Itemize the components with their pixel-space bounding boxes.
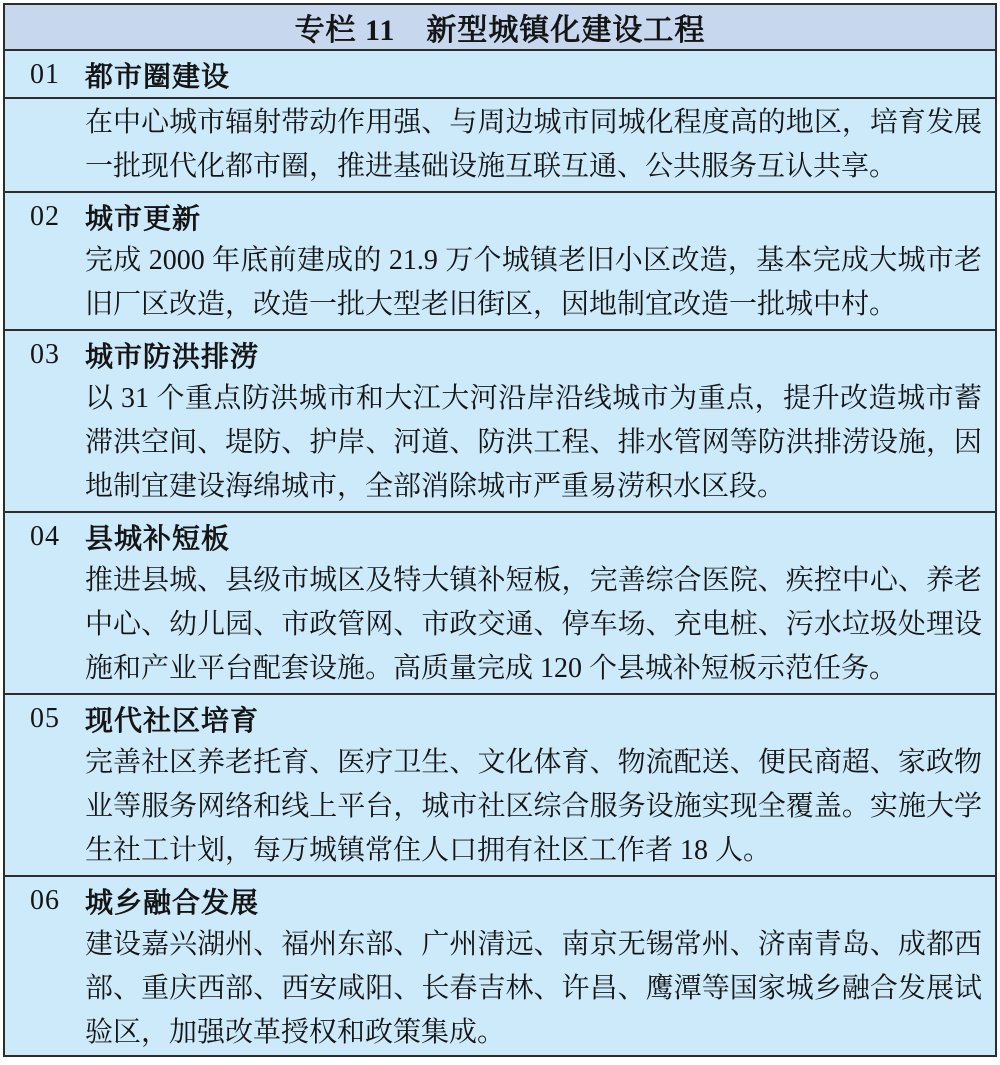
section-number: 04 [30, 521, 60, 552]
section-body: 在中心城市辐射带动作用强、与周边城市同城化程度高的地区，培育发展一批现代化都市圈，推进基础设施互联互通、公共服务互认共享。 [85, 107, 982, 182]
section-06 [5, 875, 995, 1057]
section-heading: 城乡融合发展 [85, 888, 260, 919]
panel-box [3, 3, 997, 1057]
section-number: 01 [30, 59, 60, 90]
section-body: 推进县城、县级市城区及特大镇补短板，完善综合医院、疾控中心、养老中心、幼儿园、市政管网、市政交通、停车场、充电桩、污水垃圾处理设施和产业平台配套设施。高质量完成 120 个县城补短板示范任务。 [85, 565, 982, 684]
section-heading: 都市圈建设 [85, 62, 231, 93]
section-body: 建设嘉兴湖州、福州东部、广州清远、南京无锡常州、济南青岛、成都西部、重庆西部、西安咸阳、长春吉林、许昌、鹰潭等国家城乡融合发展试验区，加强改革授权和政策集成。 [85, 929, 982, 1048]
section-number: 03 [30, 339, 60, 370]
section-heading-row [5, 697, 995, 741]
section-heading-row [5, 195, 995, 239]
section-body: 完成 2000 年底前建成的 21.9 万个城镇老旧小区改造，基本完成大城市老旧厂区改造，改造一批大型老旧街区，因地制宜改造一批城中村。 [85, 245, 982, 320]
section-body: 以 31 个重点防洪城市和大江大河沿岸沿线城市为重点，提升改造城市蓄滞洪空间、堤防、护岸、河道、防洪工程、排水管网等防洪排涝设施，因地制宜建设海绵城市，全部消除城市严重易涝积水区段。 [85, 383, 982, 502]
section-heading: 现代社区培育 [85, 706, 260, 737]
section-05 [5, 693, 995, 875]
section-01 [5, 51, 995, 97]
section-number: 06 [30, 885, 60, 916]
section-number: 05 [30, 703, 60, 734]
section-03 [5, 329, 995, 511]
section-heading: 城市更新 [85, 204, 202, 235]
section-heading: 县城补短板 [85, 524, 231, 555]
section-01-body-row [5, 97, 995, 191]
section-04 [5, 511, 995, 693]
section-02 [5, 191, 995, 329]
section-heading-row [5, 879, 995, 923]
section-body: 完善社区养老托育、医疗卫生、文化体育、物流配送、便民商超、家政物业等服务网络和线上平台，城市社区综合服务设施实现全覆盖。实施大学生社工计划，每万城镇常住人口拥有社区工作者 18 人。 [85, 747, 982, 866]
section-heading-row [5, 53, 995, 97]
section-heading-row [5, 333, 995, 377]
panel-title: 专栏 11 新型城镇化建设工程 [5, 5, 995, 51]
section-number: 02 [30, 201, 60, 232]
section-heading-row [5, 515, 995, 559]
section-heading: 城市防洪排涝 [85, 342, 260, 373]
